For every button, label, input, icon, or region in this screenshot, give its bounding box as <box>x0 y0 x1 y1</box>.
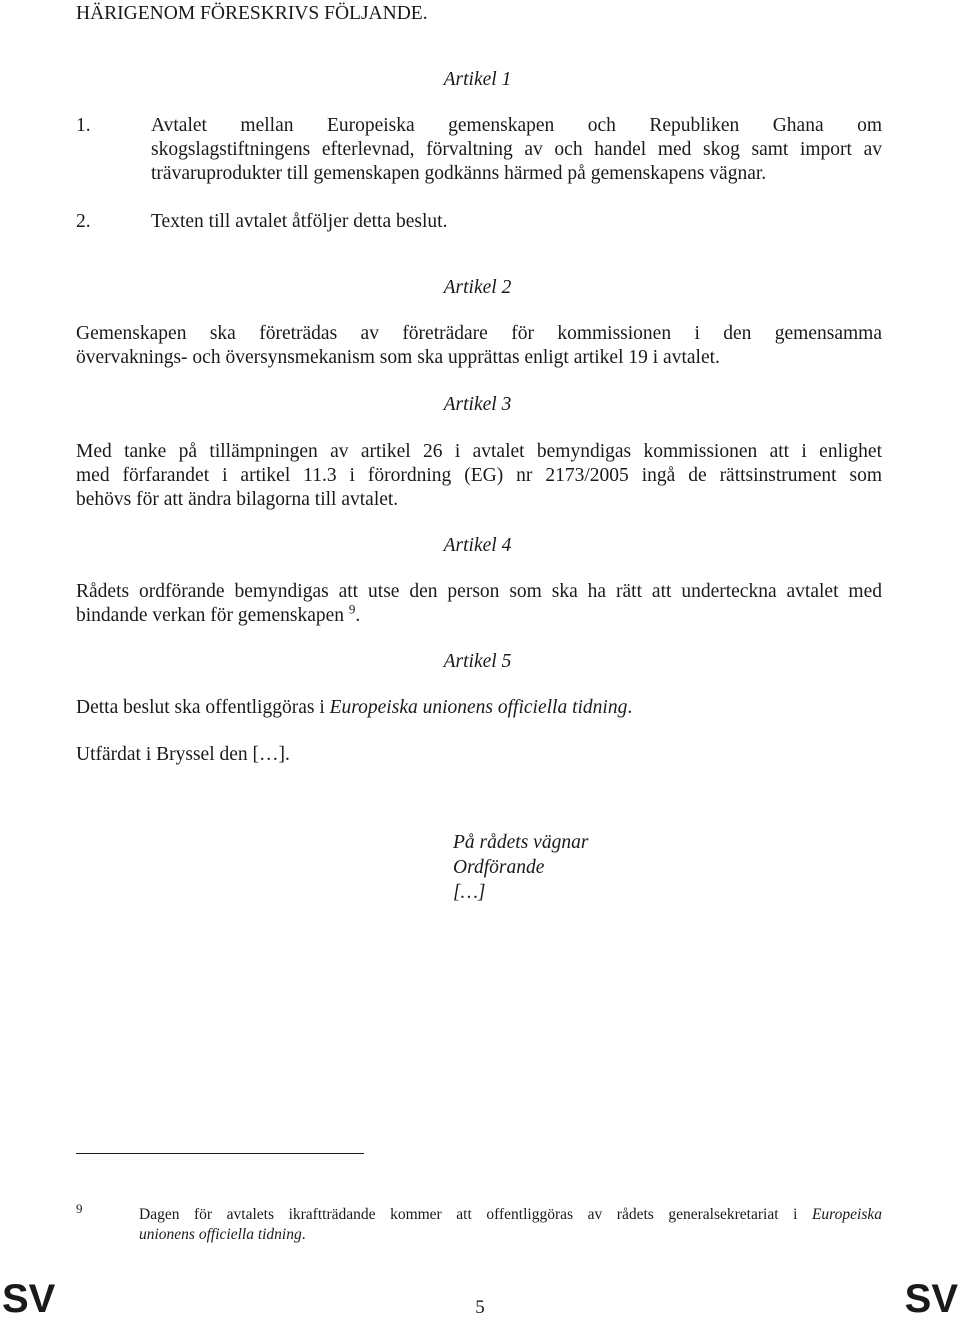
article-4-title: Artikel 4 <box>443 535 512 556</box>
article-1-para-1-line-3: trävaruprodukter till gemenskapen godkänns härmed på gemenskapens vägnar. <box>151 163 767 184</box>
article-4-line-2 <box>76 601 882 628</box>
article-3-line-3: behövs för att ändra bilagorna till avtalet. <box>76 489 399 510</box>
signature-role: Ordförande <box>453 857 545 878</box>
language-code-left: SV <box>2 1277 56 1321</box>
article-3-line-1: Med tanke på tillämpningen av artikel 26 i avtalet bemyndigas kommissionen att i enlighet <box>76 441 882 462</box>
article-1-para-1-line-1: Avtalet mellan Europeiska gemenskapen och Republiken Ghana om <box>151 115 882 136</box>
signature-name: […] <box>453 882 486 903</box>
footnote-line-1-italic: Europeiska <box>811 1206 882 1223</box>
article-3-title: Artikel 3 <box>443 394 512 415</box>
signature-on-behalf: På rådets vägnar <box>453 832 589 853</box>
issued-place-date: Utfärdat i Bryssel den […]. <box>76 744 290 765</box>
article-1-para-1 <box>151 114 882 186</box>
article-4-text <box>76 580 882 628</box>
article-2-line-2: övervaknings- och översynsmekanism som ska upprättas enligt artikel 19 i avtalet. <box>76 347 720 368</box>
footnote-line-1 <box>139 1205 882 1225</box>
signature-block <box>453 830 588 905</box>
article-1-para-1-line-2: skogslagstiftningens efterlevnad, förvaltning av och handel med skog samt import av <box>151 139 882 160</box>
footnote-line-2-end: . <box>301 1226 306 1243</box>
article-4-line-2-end: . <box>355 605 361 626</box>
article-3-text <box>76 440 882 512</box>
page-number: 5 <box>475 1297 485 1318</box>
footnote-reference: 9 <box>348 601 356 617</box>
footnote-line-1-text: Dagen för avtalets ikraftträdande kommer att offentliggöras av rådets generalsekretariat i <box>139 1206 812 1223</box>
article-4-line-2-text: bindande verkan för gemenskapen <box>76 605 345 626</box>
article-1-title: Artikel 1 <box>443 69 512 90</box>
article-1-para-1-number: 1. <box>76 115 91 136</box>
footnote-line-2-italic: unionens officiella tidning <box>139 1226 302 1243</box>
article-2-text <box>76 322 882 370</box>
footnote-separator <box>76 1153 364 1154</box>
language-code-right: SV <box>904 1277 958 1321</box>
article-1-para-2-number: 2. <box>76 211 91 232</box>
footnote-text <box>139 1205 882 1245</box>
article-5-text <box>76 696 632 720</box>
article-2-title: Artikel 2 <box>443 277 512 298</box>
footnote-line-2 <box>139 1225 882 1245</box>
article-5-title: Artikel 5 <box>443 651 512 672</box>
article-4-line-1: Rådets ordförande bemyndigas att utse den person som ska ha rätt att underteckna avtalet med <box>76 581 882 602</box>
article-1-para-2: Texten till avtalet åtföljer detta beslut. <box>151 211 448 232</box>
footnote-number: 9 <box>76 1201 83 1216</box>
article-5-text-end: . <box>627 697 633 718</box>
official-journal-name: Europeiska unionens officiella tidning <box>329 697 628 718</box>
article-3-line-2: med förfarandet i artikel 11.3 i förordning (EG) nr 2173/2005 ingå de rättsinstrument som <box>76 465 882 486</box>
article-2-line-1: Gemenskapen ska företrädas av företrädare för kommissionen i den gemensamma <box>76 323 882 344</box>
article-5-text-start: Detta beslut ska offentliggöras i <box>76 697 330 718</box>
decree-heading: HÄRIGENOM FÖRESKRIVS FÖLJANDE. <box>76 3 428 24</box>
